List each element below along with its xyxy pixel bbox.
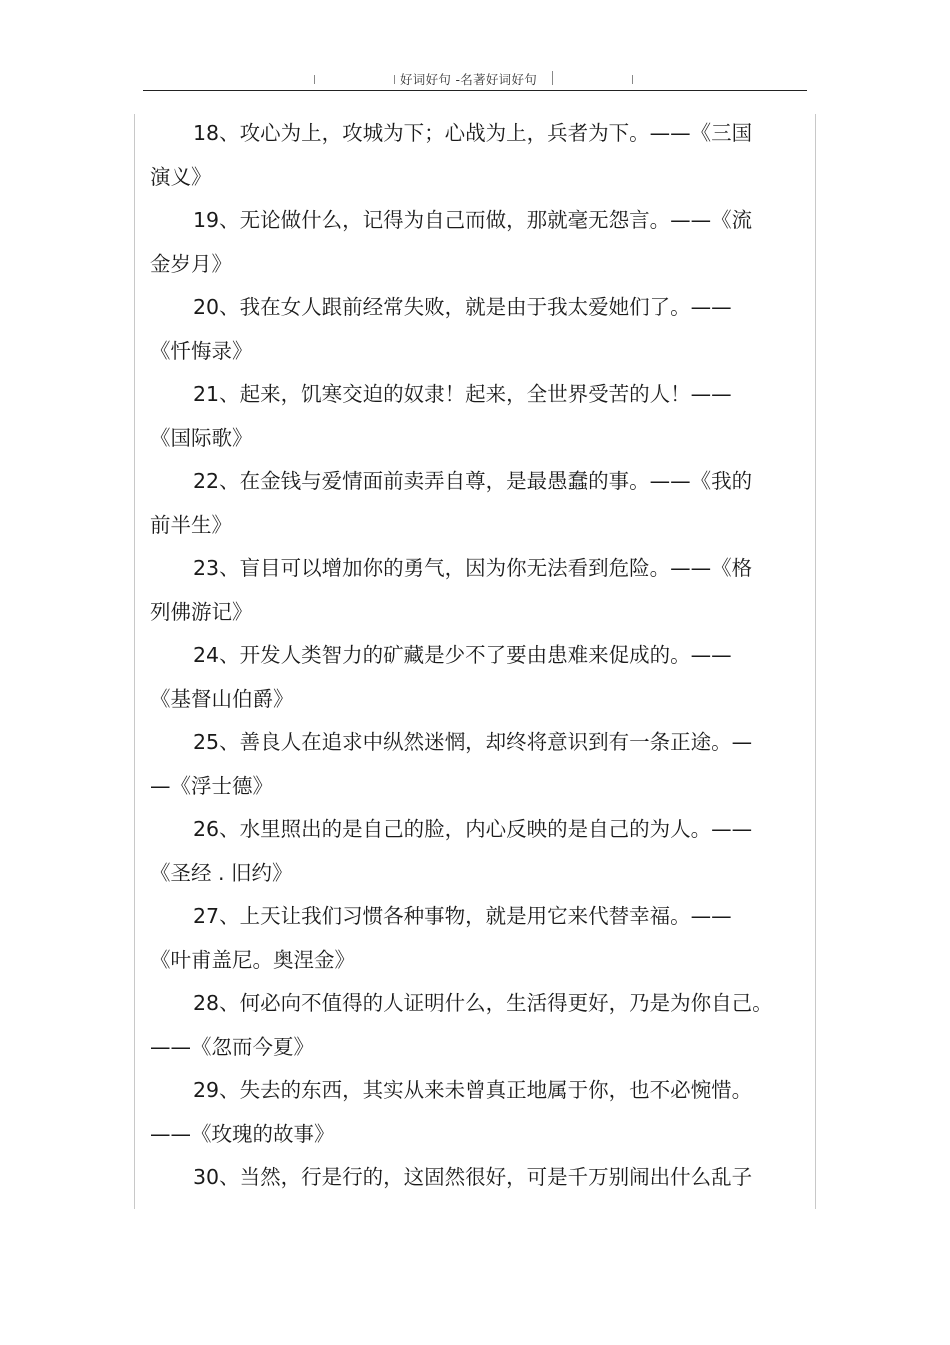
header-tick-mid-right (552, 71, 553, 85)
quote-entry-21 (150, 373, 775, 460)
quote-source: 金岁月》 (150, 251, 232, 276)
quote-text: 28、何必向不值得的人证明什么，生活得更好，乃是为你自己。 (193, 991, 773, 1015)
quote-source: 《圣经 . 旧约》 (150, 860, 293, 885)
quote-entry-30 (150, 1156, 775, 1200)
quote-text: 20、我在女人跟前经常失败，就是由于我太爱她们了。—— (193, 295, 732, 319)
quote-text: 27、上天让我们习惯各种事物，就是用它来代替幸福。—— (193, 904, 732, 928)
left-margin-line (134, 114, 135, 1209)
quote-entry-18 (150, 112, 775, 199)
quote-source: 《忏悔录》 (150, 338, 253, 363)
quote-source: 演义》 (150, 164, 212, 189)
quote-text: 23、盲目可以增加你的勇气，因为你无法看到危险。——《格 (193, 556, 753, 580)
quote-text: 24、开发人类智力的矿藏是少不了要由患难来促成的。—— (193, 643, 732, 667)
quote-entry-29 (150, 1069, 775, 1156)
quote-entry-28 (150, 982, 775, 1069)
quote-source: 《基督山伯爵》 (150, 686, 294, 711)
quote-entry-27 (150, 895, 775, 982)
quote-source: —《浮士德》 (150, 773, 273, 798)
quote-source: 《叶甫盖尼。奥涅金》 (150, 947, 355, 972)
header-tick-right (632, 75, 633, 84)
header-rule (143, 90, 807, 91)
quote-text: 18、攻心为上，攻城为下；心战为上，兵者为下。——《三国 (193, 121, 753, 145)
header-tick-mid-left (394, 75, 395, 84)
header-title: 好词好句 -名著好词好句 (400, 72, 538, 87)
quote-entry-26 (150, 808, 775, 895)
quote-text: 19、无论做什么，记得为自己而做，那就毫无怨言。——《流 (193, 208, 753, 232)
quote-list (150, 112, 775, 1200)
quote-text: 21、起来，饥寒交迫的奴隶！起来，全世界受苦的人！—— (193, 382, 732, 406)
quote-source: ——《忽而今夏》 (150, 1034, 314, 1059)
quote-entry-25 (150, 721, 775, 808)
quote-source: 《国际歌》 (150, 425, 253, 450)
quote-entry-22 (150, 460, 775, 547)
quote-text: 30、当然，行是行的，这固然很好，可是千万别闹出什么乱子 (193, 1165, 753, 1189)
quote-text: 22、在金钱与爱情面前卖弄自尊，是最愚蠢的事。——《我的 (193, 469, 753, 493)
quote-entry-24 (150, 634, 775, 721)
quote-entry-23 (150, 547, 775, 634)
quote-entry-19 (150, 199, 775, 286)
quote-source: ——《玫瑰的故事》 (150, 1121, 335, 1146)
right-margin-line (815, 114, 816, 1209)
quote-text: 25、善良人在追求中纵然迷惘，却终将意识到有一条正途。— (193, 730, 753, 754)
quote-text: 29、失去的东西，其实从来未曾真正地属于你，也不必惋惜。 (193, 1078, 753, 1102)
quote-entry-20 (150, 286, 775, 373)
quote-text: 26、水里照出的是自己的脸，内心反映的是自己的为人。—— (193, 817, 753, 841)
header-tick-left (314, 75, 315, 84)
quote-source: 前半生》 (150, 512, 232, 537)
quote-source: 列佛游记》 (150, 599, 253, 624)
